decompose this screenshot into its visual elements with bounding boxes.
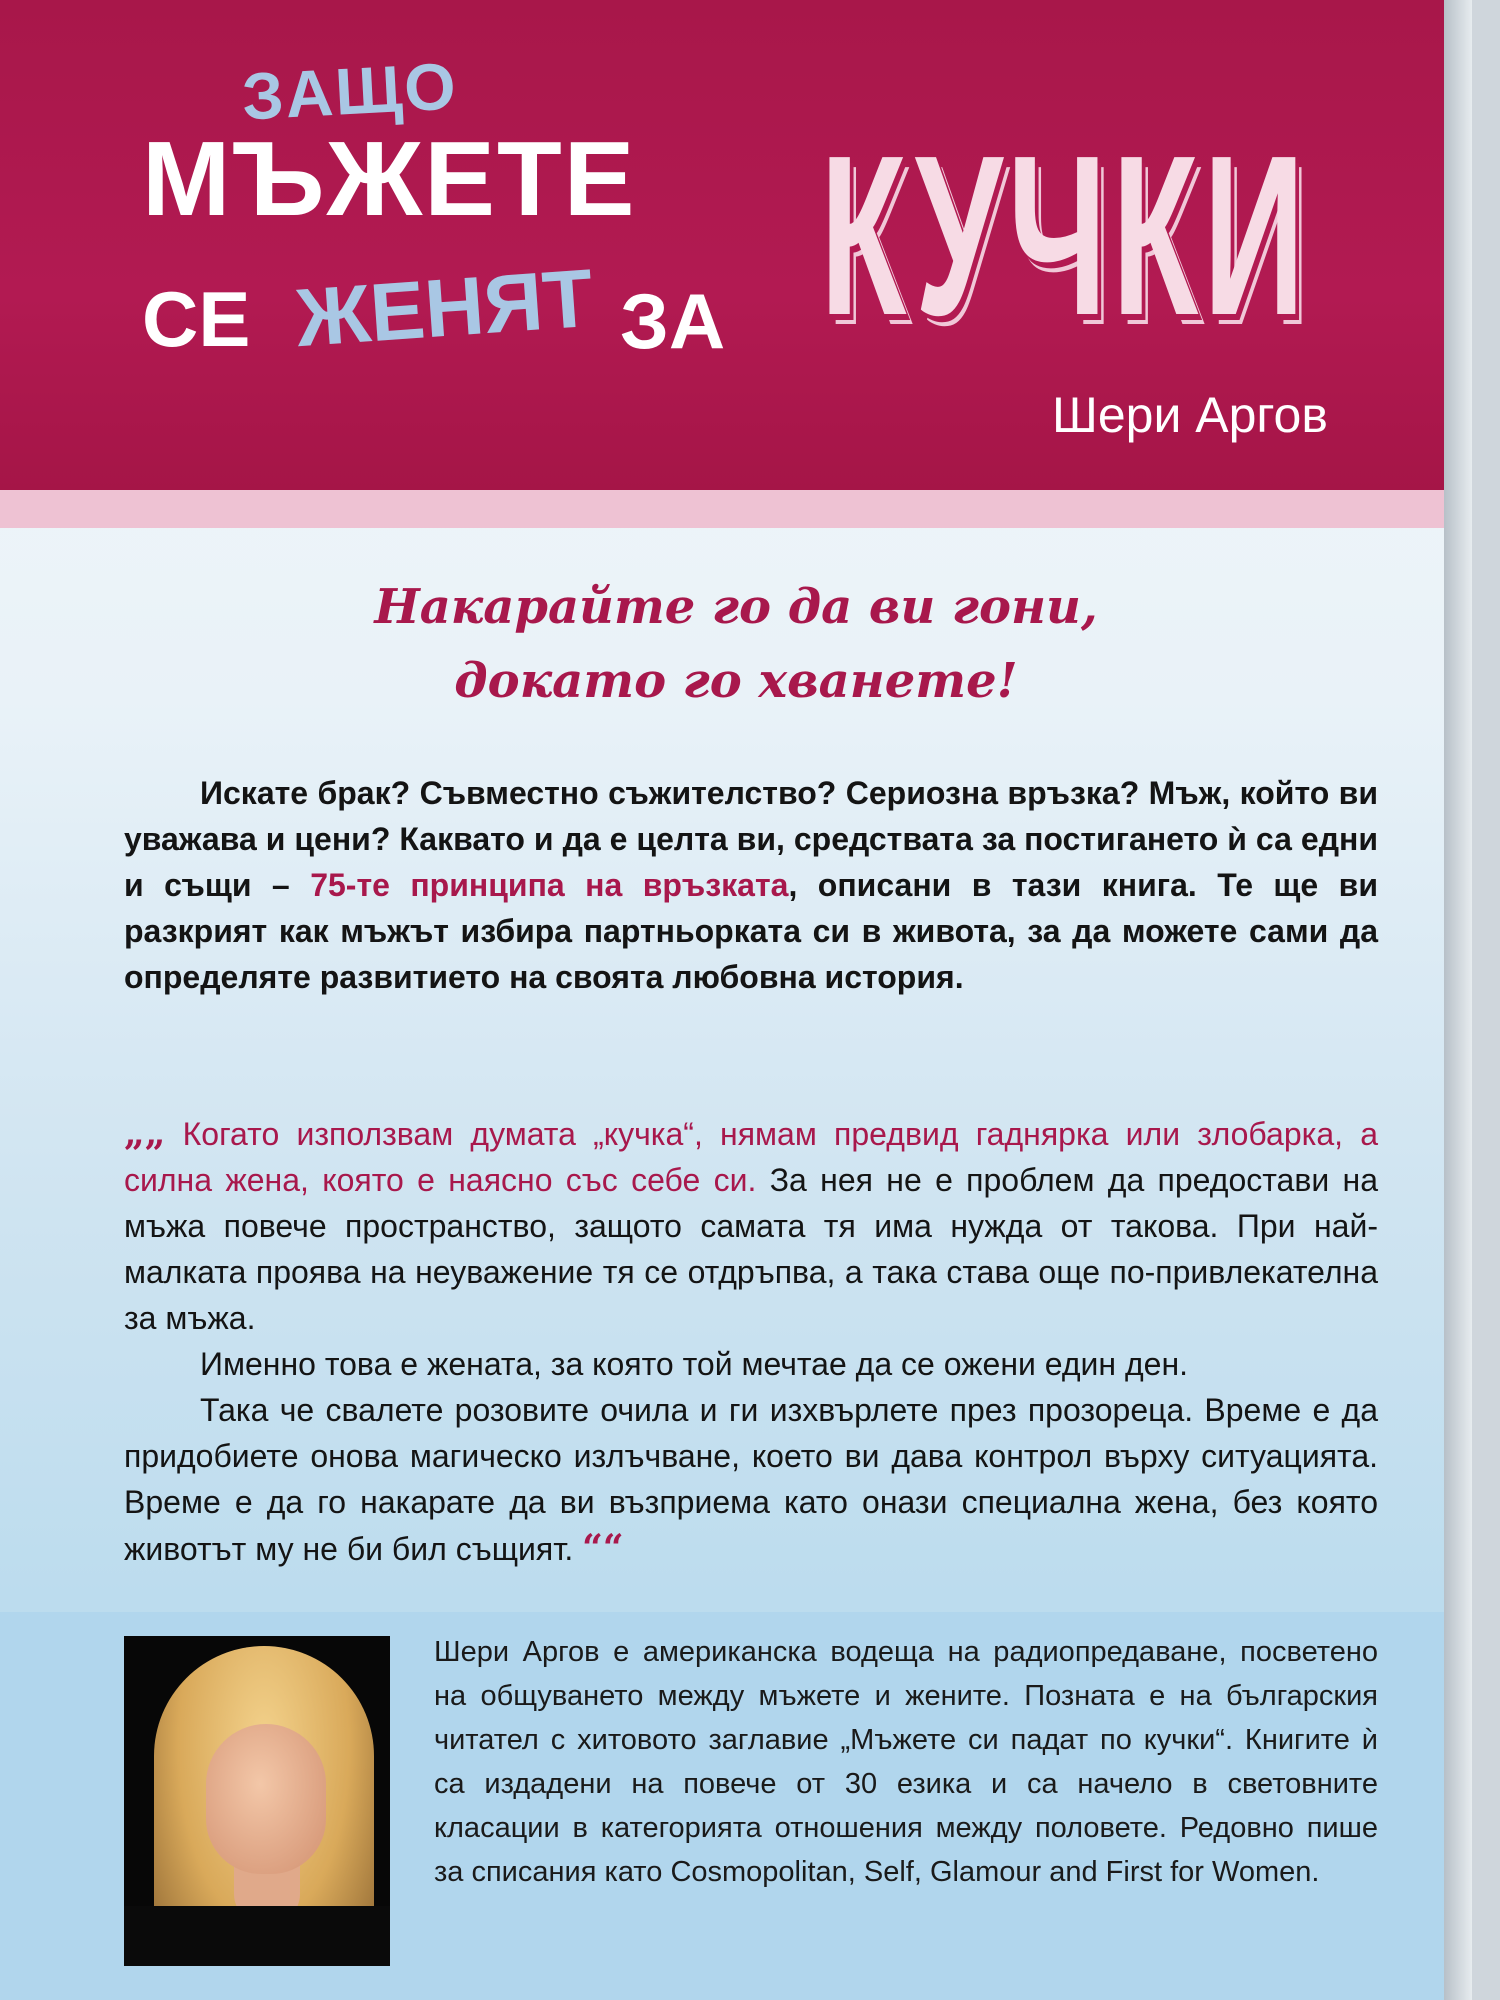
quote-rest: За нея не е проблем да предостави на мъжа повече пространство, защото самата тя има нужда от такова. При най-малката проява на неуважение тя се отдръпва, а така става още по-привлекателна за мъжа. [124, 1162, 1379, 1336]
intro-highlight: 75-те принципа на връзката [310, 867, 789, 903]
intro-paragraph [124, 770, 1378, 1000]
tagline [0, 570, 1472, 718]
quote-paragraph-3 [124, 1387, 1378, 1572]
title-word-zhenyat: ЖЕНЯТ [293, 252, 596, 365]
quote-block [124, 1110, 1378, 1572]
close-quote-icon: ““ [582, 1527, 624, 1569]
title-word-se: СЕ [142, 275, 251, 363]
tagline-line-2: докато го хванете! [454, 653, 1018, 709]
title-banner [0, 0, 1472, 490]
quote-paragraph-3-text: Така че свалете розовите очила и ги изхвърлете през прозореца. Време е да придобиете онова магическо излъчване, което ви дава контрол върху ситуацията. Време е да го накарате да ви възприема като онази специална жена, без която животът му не би бил същият. [124, 1392, 1378, 1567]
title-big-word: КУЧКИ [820, 109, 1310, 363]
title-word-zashto: ЗАЩО [240, 48, 460, 134]
title-word-za: ЗА [620, 277, 726, 365]
quote-paragraph-2: Именно това е жената, за която той мечтае да се ожени един ден. [200, 1346, 1189, 1382]
cover-edge [1444, 0, 1472, 2000]
intro-text-before: Искате брак? Съвместно съжителство? Сериозна връзка? Мъж, който ви уважава и цени? Каквато и да е целта ви, средствата за постигането ѝ са едни и същи – [124, 775, 1378, 903]
intro-text-after: , описани в тази книга. Те ще ви разкрият как мъжът избира партньорката си в живота, за да можете сами да определяте развитието на своята любовна история. [124, 867, 1379, 995]
author-photo [124, 1636, 390, 1966]
quote-paragraph-1 [124, 1110, 1378, 1341]
pink-stripe [0, 490, 1472, 528]
author-name: Шери Аргов [1052, 387, 1328, 443]
author-bio: Шери Аргов е американска водеща на радиопредаване, посветено на общуването между мъжете и жените. Позната е на българския читател с хитовото заглавие „Мъжете си падат по кучки“. Книгите ѝ са издадени на повече от 30 езика и са начело в световните класации в категорията отношения между половете. Редовно пише за списания като Cosmopolitan, Self, Glamour and First for Women. [434, 1636, 1378, 1888]
title-word-mazhete: МЪЖЕТЕ [142, 120, 637, 238]
quote-highlight: Когато използвам думата „кучка“, нямам предвид гаднярка или злобарка, а силна жена, която е наясно със себе си. [124, 1116, 1379, 1198]
open-quote-icon: „„ [124, 1112, 166, 1154]
photo-shoulders [124, 1906, 390, 1966]
tagline-line-1: Накарайте го да ви гони, [374, 579, 1098, 635]
photo-face [206, 1724, 326, 1874]
